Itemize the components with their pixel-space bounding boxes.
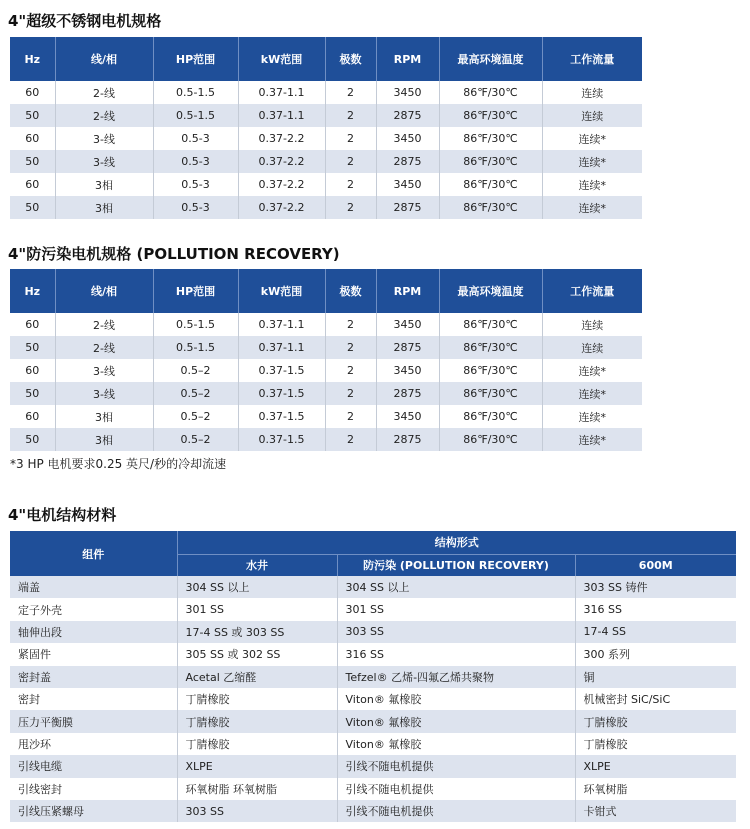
cell: 0.37-2.2 [238, 196, 325, 219]
cell: 2-线 [55, 104, 153, 127]
cell: 60 [10, 81, 55, 104]
cell: 环氧树脂 环氧树脂 [177, 778, 337, 800]
table-row [10, 382, 642, 405]
table-row [10, 313, 642, 336]
cell: 304 SS 以上 [337, 576, 575, 598]
cell: 316 SS [575, 598, 736, 620]
col-header-kw-range: kW范围 [238, 269, 325, 313]
cell: 连续* [542, 150, 642, 173]
cell: 304 SS 以上 [177, 576, 337, 598]
cell: 0.5-3 [153, 127, 238, 150]
cell: 0.5–2 [153, 359, 238, 382]
cell: 2 [325, 359, 376, 382]
super-stainless-spec-table [10, 37, 642, 219]
cell: Viton® 氟橡胶 [337, 733, 575, 755]
table-row [10, 643, 736, 665]
table-row [10, 173, 642, 196]
cell: 丁腈橡胶 [177, 710, 337, 732]
cell: 0.37-1.5 [238, 428, 325, 451]
cell: 连续* [542, 127, 642, 150]
col-header-kw-range: kW范围 [238, 37, 325, 81]
cell: 丁腈橡胶 [575, 733, 736, 755]
cell: 2 [325, 104, 376, 127]
col-header-pollution-recovery: 防污染 (POLLUTION RECOVERY) [337, 554, 575, 576]
cell: 17-4 SS [575, 621, 736, 643]
cell: 301 SS [177, 598, 337, 620]
cell: 60 [10, 127, 55, 150]
table-row [10, 104, 642, 127]
cell: 2875 [376, 336, 439, 359]
cell: 铜 [575, 666, 736, 688]
cell: 86℉/30℃ [439, 405, 542, 428]
col-header-poles: 极数 [325, 269, 376, 313]
cell: 引线压紧螺母 [10, 800, 177, 822]
cell: 3-线 [55, 382, 153, 405]
cell: 17-4 SS 或 303 SS [177, 621, 337, 643]
cell: 2 [325, 196, 376, 219]
col-header-duty: 工作流量 [542, 37, 642, 81]
cell: 86℉/30℃ [439, 104, 542, 127]
cooling-flow-footnote: *3 HP 电机要求0.25 英尺/秒的冷却流速 [10, 457, 227, 471]
cell: 303 SS 铸件 [575, 576, 736, 598]
cell: 3-线 [55, 150, 153, 173]
table-row [10, 428, 642, 451]
cell: XLPE [177, 755, 337, 777]
cell: 3450 [376, 173, 439, 196]
cell: 3450 [376, 405, 439, 428]
col-header-rpm: RPM [376, 269, 439, 313]
cell: 0.5-3 [153, 196, 238, 219]
table-row [10, 336, 642, 359]
cell: 丁腈橡胶 [177, 733, 337, 755]
cell: 2-线 [55, 81, 153, 104]
cell: 60 [10, 359, 55, 382]
cell: 60 [10, 313, 55, 336]
col-header-hz: Hz [10, 37, 55, 81]
cell: 86℉/30℃ [439, 359, 542, 382]
table-header-row [10, 37, 642, 81]
cell: 2-线 [55, 313, 153, 336]
cell: 3相 [55, 173, 153, 196]
cell: 0.5-3 [153, 173, 238, 196]
cell: 引线不随电机提供 [337, 778, 575, 800]
table-row [10, 127, 642, 150]
table-row [10, 81, 642, 104]
cell: 305 SS 或 302 SS [177, 643, 337, 665]
cell: 50 [10, 428, 55, 451]
table-row [10, 405, 642, 428]
cell: 300 系列 [575, 643, 736, 665]
cell: 2 [325, 150, 376, 173]
cell: 301 SS [337, 598, 575, 620]
table-header-row [10, 269, 642, 313]
cell: 3450 [376, 81, 439, 104]
cell: 丁腈橡胶 [177, 688, 337, 710]
cell: 2875 [376, 382, 439, 405]
table-row [10, 778, 736, 800]
cell: 60 [10, 173, 55, 196]
section-title-materials: 4"电机结构材料 [8, 506, 117, 524]
cell: 2-线 [55, 336, 153, 359]
cell: 环氧树脂 [575, 778, 736, 800]
cell: 0.5-1.5 [153, 81, 238, 104]
cell: 50 [10, 104, 55, 127]
col-header-hz: Hz [10, 269, 55, 313]
col-header-wire-phase: 线/相 [55, 269, 153, 313]
cell: 0.37-2.2 [238, 173, 325, 196]
table-row [10, 733, 736, 755]
table-header-row [10, 531, 736, 554]
col-header-construction: 结构形式 [177, 531, 736, 554]
cell: 50 [10, 336, 55, 359]
cell: 0.5-1.5 [153, 336, 238, 359]
cell: 2 [325, 382, 376, 405]
cell: 机械密封 SiC/SiC [575, 688, 736, 710]
col-header-max-temp: 最高环境温度 [439, 269, 542, 313]
cell: 86℉/30℃ [439, 127, 542, 150]
cell: 0.37-2.2 [238, 127, 325, 150]
table-row [10, 576, 736, 598]
cell: 密封盖 [10, 666, 177, 688]
cell: 连续* [542, 196, 642, 219]
cell: 甩沙环 [10, 733, 177, 755]
cell: 303 SS [177, 800, 337, 822]
col-header-max-temp: 最高环境温度 [439, 37, 542, 81]
cell: 2875 [376, 104, 439, 127]
cell: 2 [325, 428, 376, 451]
cell: 连续 [542, 336, 642, 359]
cell: 连续* [542, 359, 642, 382]
cell: 2 [325, 313, 376, 336]
section-title-pollution-recovery: 4"防污染电机规格 (POLLUTION RECOVERY) [8, 245, 340, 263]
cell: 50 [10, 382, 55, 405]
cell: 3相 [55, 405, 153, 428]
cell: Tefzel® 乙烯-四氟乙烯共聚物 [337, 666, 575, 688]
table-row [10, 688, 736, 710]
cell: 86℉/30℃ [439, 313, 542, 336]
cell: 0.5-3 [153, 150, 238, 173]
pollution-recovery-spec-table [10, 269, 642, 451]
cell: 0.5–2 [153, 405, 238, 428]
cell: 引线电缆 [10, 755, 177, 777]
col-header-hp-range: HP范围 [153, 269, 238, 313]
cell: 0.37-1.5 [238, 359, 325, 382]
cell: 2 [325, 405, 376, 428]
cell: 303 SS [337, 621, 575, 643]
cell: 3450 [376, 127, 439, 150]
motor-materials-table [10, 531, 736, 822]
cell: 引线密封 [10, 778, 177, 800]
cell: 86℉/30℃ [439, 428, 542, 451]
cell: 86℉/30℃ [439, 81, 542, 104]
cell: 引线不随电机提供 [337, 755, 575, 777]
cell: 端盖 [10, 576, 177, 598]
col-header-component: 组件 [10, 531, 177, 576]
cell: 0.5-1.5 [153, 104, 238, 127]
cell: 2875 [376, 150, 439, 173]
cell: 0.37-2.2 [238, 150, 325, 173]
cell: 2875 [376, 428, 439, 451]
cell: 86℉/30℃ [439, 336, 542, 359]
cell: XLPE [575, 755, 736, 777]
cell: 86℉/30℃ [439, 196, 542, 219]
cell: 连续* [542, 382, 642, 405]
table-row [10, 710, 736, 732]
cell: 50 [10, 150, 55, 173]
cell: 3-线 [55, 359, 153, 382]
cell: 0.5-1.5 [153, 313, 238, 336]
col-header-poles: 极数 [325, 37, 376, 81]
cell: Acetal 乙缩醛 [177, 666, 337, 688]
cell: 紧固件 [10, 643, 177, 665]
cell: 2875 [376, 196, 439, 219]
cell: 86℉/30℃ [439, 382, 542, 405]
cell: 2 [325, 81, 376, 104]
cell: 86℉/30℃ [439, 150, 542, 173]
section-title-super-stainless: 4"超级不锈钢电机规格 [8, 12, 162, 30]
cell: 连续 [542, 81, 642, 104]
cell: 0.37-1.5 [238, 405, 325, 428]
cell: 卡钳式 [575, 800, 736, 822]
cell: 2 [325, 173, 376, 196]
cell: 0.37-1.1 [238, 81, 325, 104]
col-header-wire-phase: 线/相 [55, 37, 153, 81]
cell: 密封 [10, 688, 177, 710]
cell: 连续 [542, 104, 642, 127]
cell: 86℉/30℃ [439, 173, 542, 196]
cell: 0.37-1.1 [238, 104, 325, 127]
cell: 连续* [542, 428, 642, 451]
table-row [10, 755, 736, 777]
col-header-rpm: RPM [376, 37, 439, 81]
cell: 轴伸出段 [10, 621, 177, 643]
cell: 0.5–2 [153, 382, 238, 405]
table-row [10, 800, 736, 822]
table-row [10, 196, 642, 219]
cell: 定子外壳 [10, 598, 177, 620]
cell: 0.37-1.1 [238, 313, 325, 336]
cell: 60 [10, 405, 55, 428]
cell: 连续* [542, 173, 642, 196]
table-row [10, 359, 642, 382]
cell: 3450 [376, 359, 439, 382]
col-header-hp-range: HP范围 [153, 37, 238, 81]
table-row [10, 598, 736, 620]
cell: 0.37-1.1 [238, 336, 325, 359]
cell: 3相 [55, 196, 153, 219]
table-row [10, 150, 642, 173]
cell: 连续* [542, 405, 642, 428]
cell: 3450 [376, 313, 439, 336]
cell: 3-线 [55, 127, 153, 150]
col-header-water-well: 水井 [177, 554, 337, 576]
cell: 引线不随电机提供 [337, 800, 575, 822]
cell: 0.37-1.5 [238, 382, 325, 405]
table-row [10, 666, 736, 688]
table-row [10, 621, 736, 643]
cell: 连续 [542, 313, 642, 336]
cell: Viton® 氟橡胶 [337, 688, 575, 710]
cell: 316 SS [337, 643, 575, 665]
cell: 丁腈橡胶 [575, 710, 736, 732]
cell: 0.5–2 [153, 428, 238, 451]
cell: 50 [10, 196, 55, 219]
cell: 压力平衡膜 [10, 710, 177, 732]
col-header-duty: 工作流量 [542, 269, 642, 313]
col-header-600m: 600M [575, 554, 736, 576]
cell: 2 [325, 336, 376, 359]
cell: 3相 [55, 428, 153, 451]
cell: 2 [325, 127, 376, 150]
cell: Viton® 氟橡胶 [337, 710, 575, 732]
